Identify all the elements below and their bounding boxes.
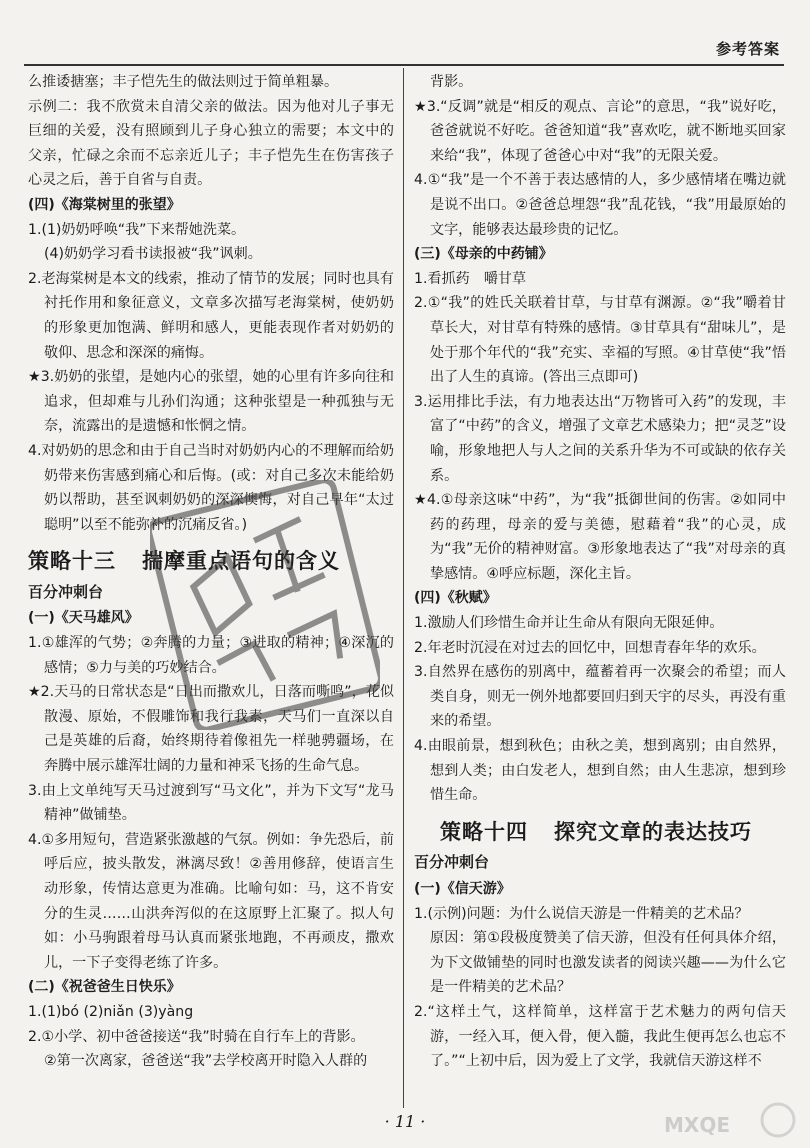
- answer-item: 4.由眼前景，想到秋色；由秋之美，想到离别；由自然界，想到人类；由白发老人，想到自然；由人生悲凉，想到珍惜生命。: [414, 738, 786, 804]
- answer-item: 3.自然界在感伤的别离中，蕴蓄着再一次聚会的希望；而人类自身，则无一例外地都要回归到天宇的尽头，再没有重来的希望。: [414, 664, 786, 730]
- answer-item: ★2.天马的日常状态是“日出而撒欢儿，日落而嘶鸣”，花似散漫、原始，不假雕饰和我行我素，天马们一直深以自己是英雄的后裔，始终期待着像祖先一样驰骋疆场，在奔腾中展示雄浑壮阔的力量和神采飞扬的生命气息。: [28, 684, 394, 775]
- answer-item: 1.(1)奶奶呼唤“我”下来帮她洗菜。: [28, 221, 246, 238]
- answer-item: 1.(1)bó (2)niǎn (3)yàng: [28, 1003, 194, 1020]
- answer-item: 1.①雄浑的气势；②奔腾的力量；③进取的精神；④深沉的感情；⑤力与美的巧妙结合。: [28, 635, 394, 676]
- answer-item: (4)奶奶学习看书读报被“我”讽刺。: [44, 246, 262, 263]
- answer-item: 1.看抓药 嚼甘草: [414, 270, 527, 287]
- subsection-heading: (一)《天马雄风》: [28, 610, 139, 627]
- subhead: 百分冲刺台: [28, 582, 104, 601]
- paragraph: 么推诿搪塞；丰子恺先生的做法则过于简单粗暴。: [28, 74, 339, 90]
- left-column: [28, 70, 394, 1074]
- answer-item: 原因：第①段极度赞美了信天游，但没有任何具体介绍，为下文做铺垫的同时也激发读者的阅读兴趣——为什么它是一件精美的艺术品？: [430, 930, 786, 996]
- subsection-heading: (四)《海棠树里的张望》: [28, 196, 181, 213]
- answer-item: 2.①“我”的姓氏关联着甘草，与甘草有渊源。②“我”嚼着甘草长大，对甘草有特殊的感情。③甘草具有“甜味儿”，是处于那个年代的“我”充实、幸福的写照。④甘草使“我”悟出了人生的真谛。(答出三点即可): [414, 295, 786, 386]
- answer-item: 1.激励人们珍惜生命并让生命从有限向无限延伸。: [414, 615, 724, 632]
- subsection-heading: (二)《祝爸爸生日快乐》: [28, 979, 181, 996]
- answer-item: 2.“这样土气，这样简单，这样富于艺术魅力的两句信天游，一经入耳，便入骨，便入髓，我此生便再怎么也忘不了。”“上初中后，因为爱上了文学，我就信天游这样不: [414, 1003, 786, 1070]
- answer-item: 4.对奶奶的思念和由于自己当时对奶奶内心的不理解而给奶奶带来伤害感到痛心和后悔。(或：对自己多次未能给奶奶以帮助，甚至讽刺奶奶的深深懊悔，对自己早年“太过聪明”以至不能弥补的沉痛反省。): [28, 442, 394, 533]
- header-rule: [24, 64, 784, 66]
- answer-item: ★3.奶奶的张望，是她内心的张望，她的心里有许多向往和追求，但却难与儿孙们沟通；这种张望是一种孤独与无奈，流露出的是遗憾和怅惘之情。: [28, 369, 394, 435]
- answer-item: 1.(示例)问题：为什么说信天游是一件精美的艺术品？: [414, 905, 749, 922]
- subhead: 百分冲刺台: [414, 853, 490, 872]
- answer-item: 3.由上文单纯写天马过渡到写“马文化”，并为下文写“龙马精神”做铺垫。: [28, 782, 394, 824]
- section-number: 策略十三: [28, 548, 116, 574]
- page-number: · 11 ·: [384, 1112, 426, 1131]
- subsection-heading: (四)《秋赋》: [414, 590, 497, 607]
- section-number: 策略十四: [440, 818, 528, 844]
- answer-item: 3.运用排比手法，有力地表达出“万物皆可入药”的发现，丰富了“中药”的含义，增强了文章艺术感染力；把“灵芝”设喻，形象地把人与人之间的关系升华为不可或缺的依存关系。: [414, 393, 786, 484]
- answer-item: 2.①小学、初中爸爸接送“我”时骑在自行车上的背影。: [28, 1028, 365, 1045]
- watermark-logo: [660, 1098, 800, 1146]
- section-title: [28, 549, 394, 574]
- section-title: [440, 820, 786, 845]
- answer-item: 4.①多用短句，营造紧张激越的气氛。例如：争先恐后，前呼后应，披头散发，淋漓尽致！②善用修辞，使语言生动形象，传情达意更为准确。比喻句如：马，这不肯安分的生灵……山洪奔泻似的在这原野上汇聚了。拟人句如：小马驹跟着母马认真而紧张地跑，不再顽皮，撒欢儿，一下子变得老练了许多。: [28, 831, 394, 971]
- subsection-heading: (一)《信天游》: [414, 881, 511, 897]
- section-topic: 揣摩重点语句的含义: [142, 548, 340, 574]
- answer-item: 2.年老时沉浸在对过去的回忆中，回想青春年华的欢乐。: [414, 639, 766, 656]
- header-label: 参考答案: [715, 40, 780, 58]
- svg-text:MXQE: MXQE: [664, 1113, 730, 1137]
- paragraph: 示例二：我不欣赏未自清父亲的做法。因为他对儿子事无巨细的关爱，没有照顾到儿子身心独立的需要；本文中的父亲，忙碌之余而不忘亲近儿子；丰子恺先生在伤害孩子心灵之后，善于自省与自责。: [28, 98, 394, 189]
- answer-item: 2.老海棠树是本文的线索，推动了情节的发展；同时也具有衬托作用和象征意义，文章多次描写老海棠树，使奶奶的形象更加饱满、鲜明和感人，更能表现作者对奶奶的敬仰、思念和深深的痛悔。: [28, 270, 394, 361]
- answer-item: 4.①“我”是一个不善于表达感情的人，多少感情堵在嘴边就是说不出口。②爸爸总埋怨“我”乱花钱，“我”用最原始的文字，能够表达最珍贵的记忆。: [414, 172, 786, 238]
- column-divider: [403, 68, 404, 1108]
- right-column: [414, 70, 786, 1074]
- section-topic: 探究文章的表达技巧: [554, 818, 752, 844]
- answer-item: ★3.“反调”就是“相反的观点、言论”的意思，“我”说好吃，爸爸就说不好吃。爸爸知道“我”喜欢吃，就不断地买回家来给“我”，体现了爸爸心中对“我”的无限关爱。: [414, 98, 786, 164]
- answer-item: ★4.①母亲这味“中药”，为“我”抵御世间的伤害。②如同中药的药理，母亲的爱与美德，慰藉着“我”的心灵，成为“我”无价的精神财富。③形象地表达了“我”对母亲的真挚感情。④呼应标题，深化主旨。: [414, 492, 786, 582]
- subsection-heading: (三)《母亲的中药铺》: [414, 246, 553, 263]
- answer-item: ②第一次离家，爸爸送“我”去学校离开时隐入人群的: [44, 1053, 368, 1070]
- paragraph: 背影。: [430, 74, 473, 90]
